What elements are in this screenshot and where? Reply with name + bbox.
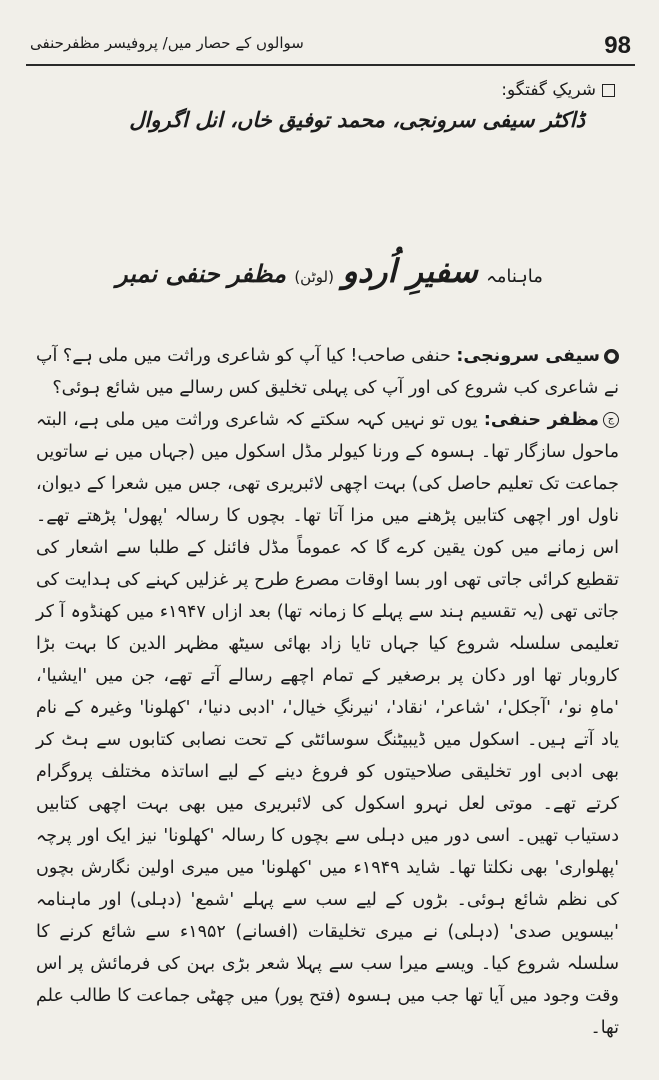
article-title xyxy=(0,252,659,290)
page-number: 98 xyxy=(604,32,631,59)
title-main: سفیرِ اُردو xyxy=(342,252,478,290)
answer-speaker: مظفر حنفی: xyxy=(483,410,599,430)
question-text: حنفی صاحب! کیا آپ کو شاعری وراثت میں ملی ہے؟ آپ نے شاعری کب شروع کی اور آپ کی پہلی تخلیق کس رسالے میں شائع ہوئی؟ xyxy=(36,346,619,398)
question-speaker: سیفی سرونجی: xyxy=(456,346,600,366)
participants-label: شریکِ گفتگو: xyxy=(501,80,596,100)
title-suffix: مظفر حنفی نمبر xyxy=(116,260,286,288)
participants-names: ڈاکٹر سیفی سرونجی، محمد توفیق خاں، انل اگروال xyxy=(129,108,585,132)
participants-heading xyxy=(129,80,615,100)
answer-text: یوں تو نہیں کہہ سکتے کہ شاعری وراثت میں ملی ہے، البتہ ماحول سازگار تھا۔ ہسوہ کے ورنا کیولر مڈل اسکول میں (جہاں میں نے ساتویں جماعت تک تعلیم حاصل کی) بہت اچھی لائبریری تھی، جس میں شعرا کے دیوان، ناول اور اچھی کتابیں پڑھنے میں مزا آتا تھا۔ بچوں کا رسالہ 'پھول' پڑھتے تھے۔ اس زمانے میں کون یقین کرے گا کہ عموماً مڈل فائنل کے طلبا سے اشعار کی تقطیع کرائی جاتی تھی اور بسا اوقات مصرع طرح پر غزلیں کہنے کی ہدایت کی جاتی تھی (یہ تقسیم ہند سے پہلے کا زمانہ تھا) بعد ازاں ۱۹۴۷ء میں کھنڈوہ آ کر تعلیمی سلسلہ شروع کیا جہاں تایا زاد بھائی سیٹھ مظہر الدین کا بہت بڑا کاروبار تھا اور دکان پر برصغیر کے تمام اچھے رسالے آتے تھے، جن میں 'ایشیا'، 'ماہِ نو'، 'آجکل'، 'شاعر'، 'نقاد'، 'نیرنگِ خیال'، 'ادبی دنیا'، 'کھلونا' وغیرہ کے نام یاد آتے ہیں۔ اسکول میں ڈیبیٹنگ سوسائٹی کے تحت نصابی کتابوں سے ہٹ کر بھی ادبی اور تخلیقی صلاحیتوں کو فروغ دینے کے لیے اساتذہ مختلف پروگرام کرتے تھے۔ موتی لعل نہرو اسکول کی لائبریری میں بھی بہت اچھی کتابیں دستیاب تھیں۔ اسی دور میں دہلی سے بچوں کا رسالہ 'کھلونا' نیز ایک اور پرچہ 'پھلواری' بھی نکلتا تھا۔ شاید ۱۹۴۹ء میں 'کھلونا' میں میری اولین نگارش بچوں کی نظم شائع ہوئی۔ بڑوں کے لیے سب سے پہلے 'شمع' (دہلی) اور ماہنامہ 'بیسویں صدی' (دہلی) نے میری تخلیقات (افسانے) ۱۹۵۲ء سے شائع کرنے کا سلسلہ شروع کیا۔ ویسے میرا سب سے پہلا شعر بڑی بہن کی فرمائش پر اس وقت وجود میں آیا تھا جب میں ہسوہ (فتح پور) میں چھٹی جماعت کا طالب علم تھا۔ xyxy=(36,410,620,1038)
interview-body xyxy=(36,340,619,1044)
question-marker-icon: ● xyxy=(604,349,619,364)
question-paragraph xyxy=(36,340,619,404)
running-title: سوالوں کے حصار میں/ پروفیسر مظفرحنفی xyxy=(30,34,304,52)
title-prefix: ماہنامہ xyxy=(486,266,543,287)
page-header xyxy=(26,30,635,66)
checkbox-bullet-icon xyxy=(602,84,615,97)
answer-marker-icon: ج xyxy=(603,412,619,428)
answer-paragraph xyxy=(36,404,619,1044)
title-place: (لوٹن) xyxy=(294,268,334,286)
participants-block xyxy=(129,80,615,132)
